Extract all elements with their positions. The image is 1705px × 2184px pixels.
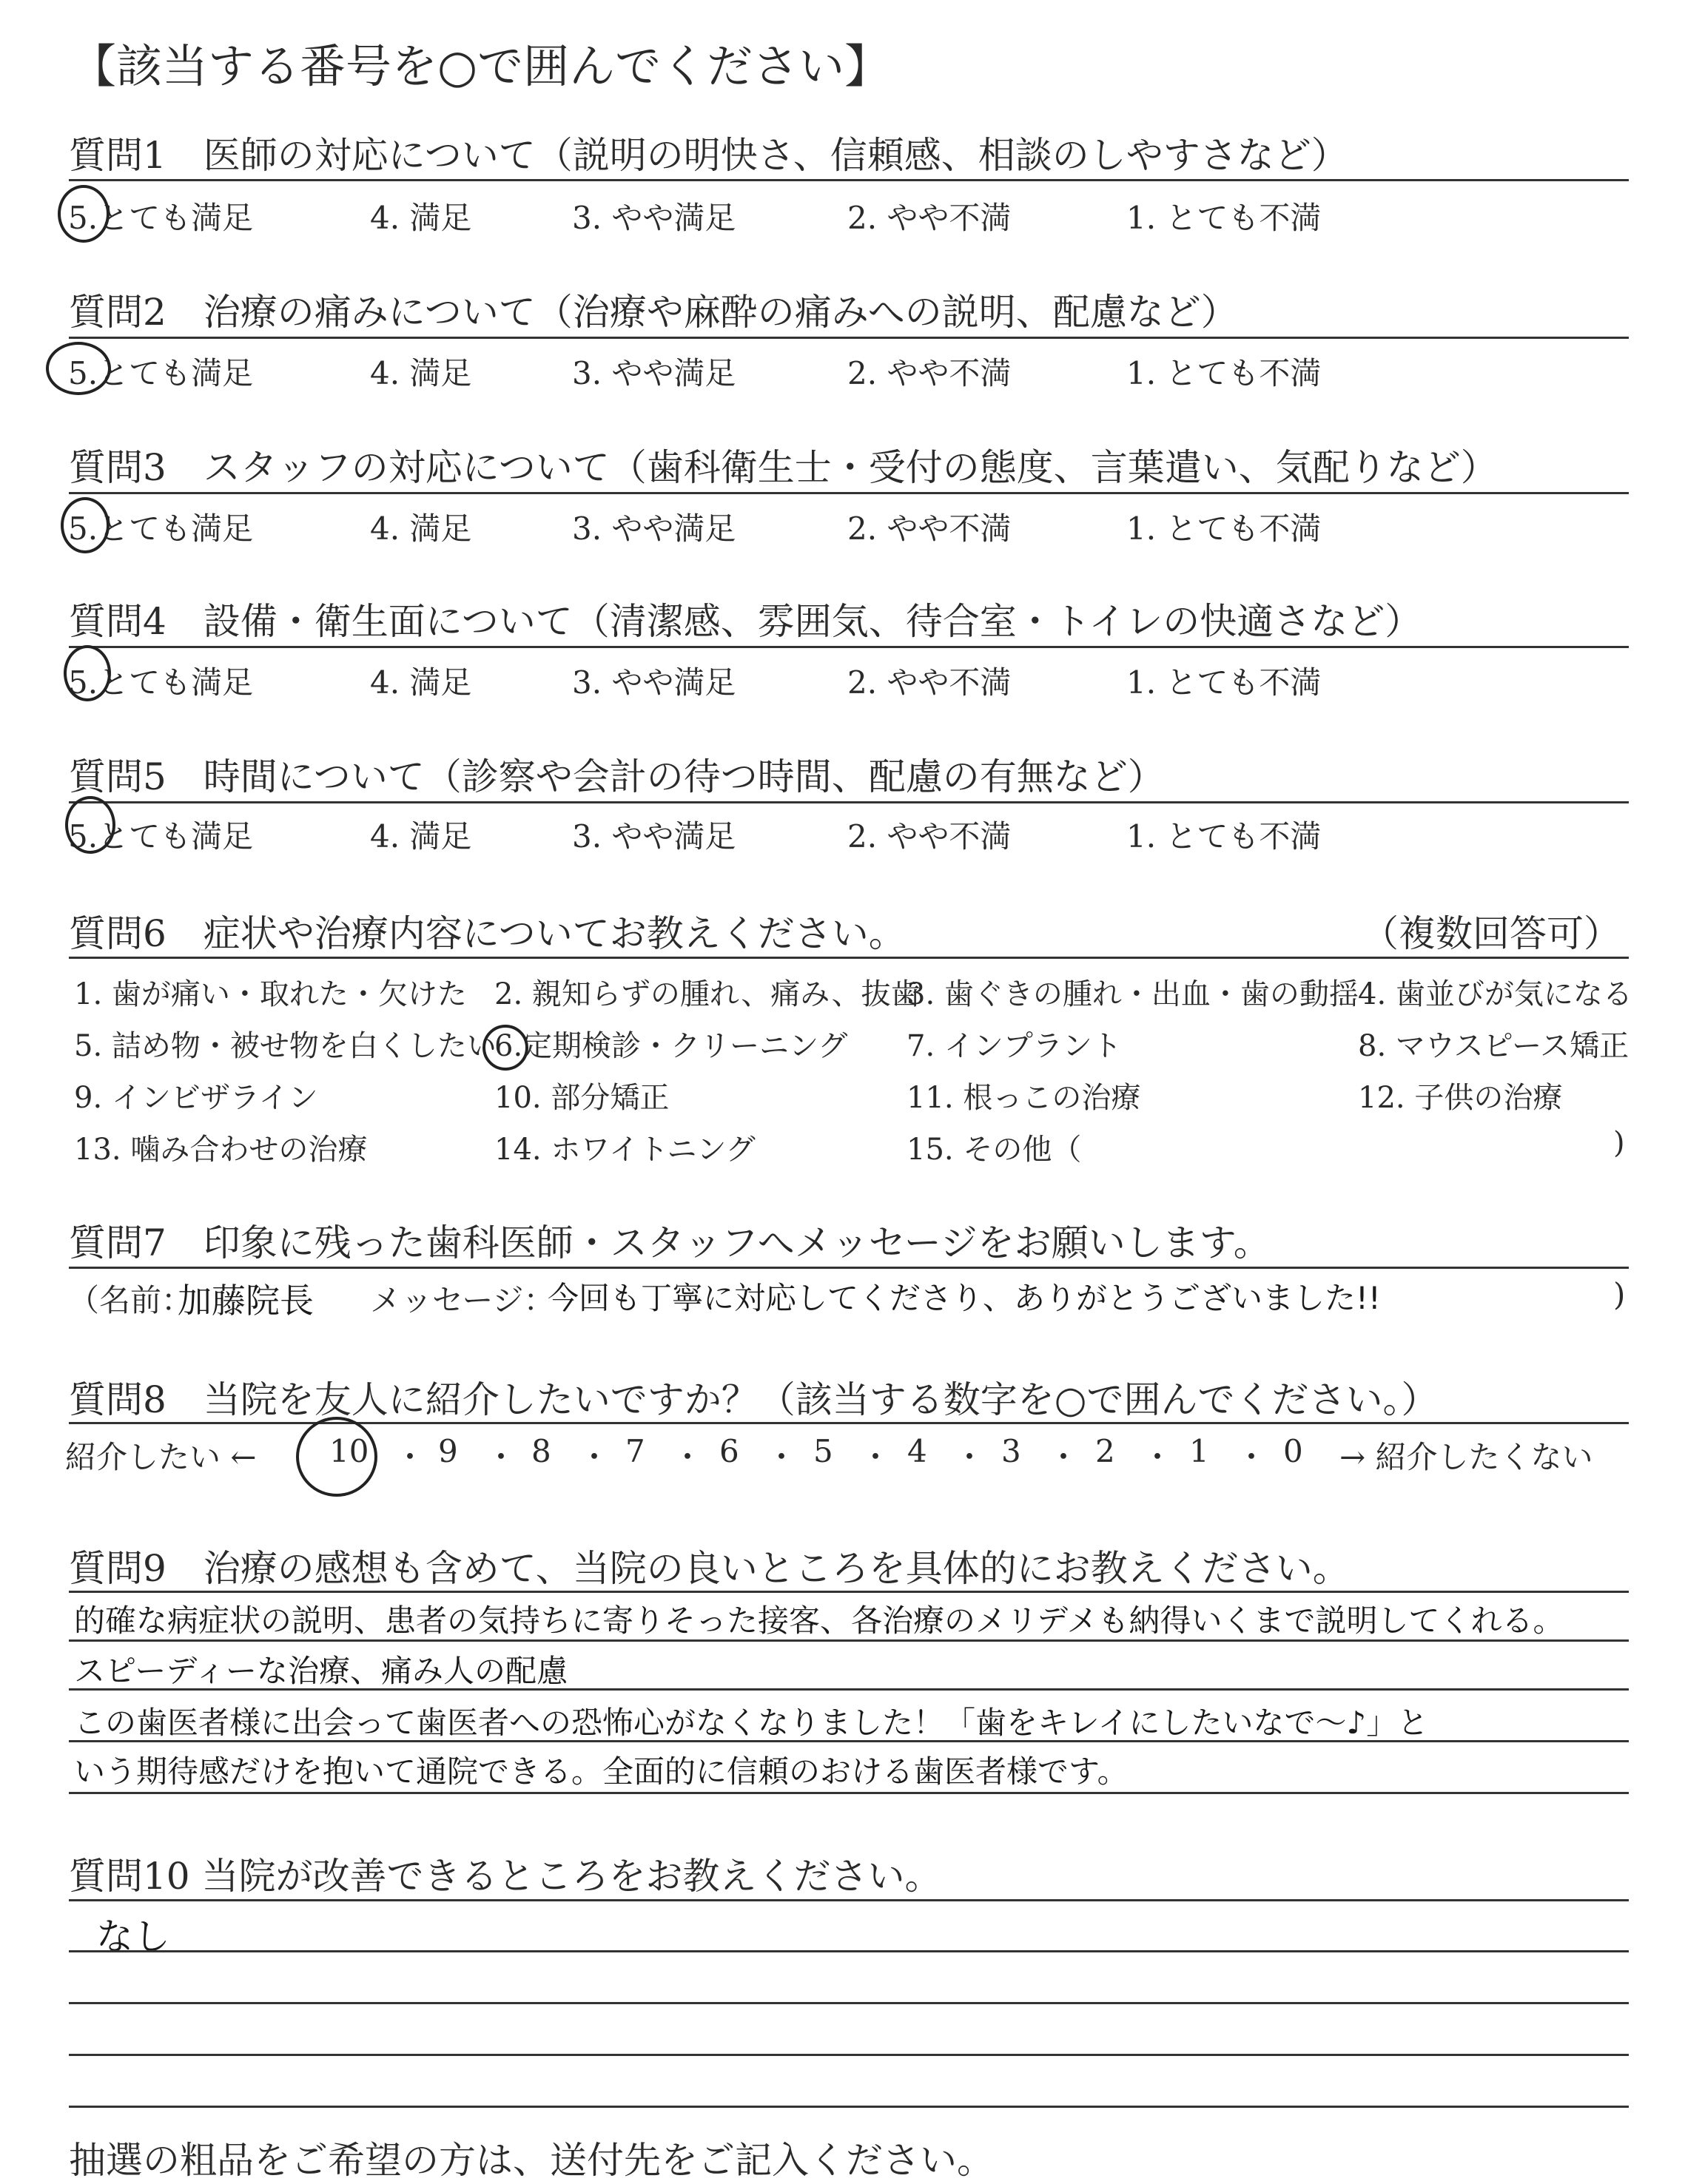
- q6-opt-7[interactable]: 7. インプラント: [907, 1029, 1122, 1063]
- q8-scale-8[interactable]: 8: [531, 1433, 551, 1469]
- q4-rule: [69, 646, 1629, 648]
- q4-opt-4[interactable]: 4. 満足: [370, 664, 472, 701]
- q4-title: 質問4 設備・衛生面について（清潔感、雰囲気、待合室・トイレの快適さなど）: [69, 600, 1422, 643]
- q5-opt-3[interactable]: 3. やや満足: [572, 818, 736, 855]
- q2-title: 質問2 治療の痛みについて（治療や麻酔の痛みへの説明、配慮など）: [69, 291, 1238, 334]
- q5-opt-4[interactable]: 4. 満足: [370, 818, 472, 855]
- q2-rule: [69, 337, 1629, 339]
- q5-rule: [69, 801, 1629, 803]
- q7-rule: [69, 1267, 1629, 1269]
- q8-bullet: ・: [485, 1439, 517, 1475]
- q6-note: （複数回答可）: [1362, 912, 1621, 955]
- q1-opt-1[interactable]: 1. とても不満: [1126, 200, 1322, 236]
- q9-rule-0: [69, 1591, 1629, 1593]
- q9-answer-line-4[interactable]: いう期待感だけを抱いて通院できる。全面的に信頼のおける歯医者様です。: [74, 1753, 1129, 1790]
- q8-bullet: ・: [1236, 1439, 1268, 1475]
- q6-rule: [69, 957, 1629, 959]
- q3-opt-5[interactable]: 5.とても満足: [68, 510, 254, 547]
- q7-close: ): [1613, 1276, 1626, 1312]
- q4-opt-2[interactable]: 2. やや不満: [847, 664, 1012, 701]
- q3-selection-circle: [61, 497, 110, 553]
- q7-title: 質問7 印象に残った歯科医師・スタッフへメッセージをお願いします。: [69, 1221, 1271, 1264]
- q3-opt-2[interactable]: 2. やや不満: [847, 510, 1012, 547]
- q9-title: 質問9 治療の感想も含めて、当院の良いところを具体的にお教えください。: [69, 1547, 1350, 1590]
- q4-opt-1[interactable]: 1. とても不満: [1126, 664, 1322, 701]
- q1-opt-3[interactable]: 3. やや満足: [572, 200, 736, 236]
- q1-rule: [69, 179, 1629, 181]
- q1-opt-5[interactable]: 5.とても満足: [68, 200, 254, 236]
- q6-opt-2[interactable]: 2. 親知らずの腫れ、痛み、抜歯: [494, 977, 921, 1011]
- q3-opt-1[interactable]: 1. とても不満: [1126, 510, 1322, 547]
- q8-scale-0[interactable]: 0: [1283, 1433, 1303, 1469]
- q6-opt-12[interactable]: 12. 子供の治療: [1358, 1081, 1563, 1115]
- q1-selection-circle: [58, 185, 110, 243]
- q2-opt-2[interactable]: 2. やや不満: [847, 355, 1012, 391]
- q6-opt-4[interactable]: 4. 歯並びが気になる: [1358, 977, 1632, 1011]
- q10-title: 質問10 当院が改善できるところをお教えください。: [69, 1855, 942, 1898]
- q9-answer-line-1[interactable]: 的確な病症状の説明、患者の気持ちに寄りそった接客、各治療のメリデメも納得いくまで説明してくれる。: [74, 1602, 1564, 1639]
- q1-title: 質問1 医師の対応について（説明の明快さ、信頼感、相談のしやすさなど）: [69, 134, 1348, 177]
- q9-answer-line-3[interactable]: この歯医者様に出会って歯医者への恐怖心がなくなりました！「歯をキレイにしたいなで～♪」と: [74, 1705, 1429, 1741]
- q8-bullet: ・: [394, 1439, 426, 1475]
- q9-answer-line-2[interactable]: スピーディーな治療、痛み人の配慮: [74, 1653, 568, 1689]
- q6-opt-15-close: ): [1613, 1126, 1625, 1160]
- q8-scale-1[interactable]: 1: [1189, 1433, 1209, 1469]
- form-header: 【該当する番号を○で囲んでください】: [70, 39, 891, 93]
- q6-opt-1[interactable]: 1. 歯が痛い・取れた・欠けた: [74, 977, 467, 1011]
- q8-scale-4[interactable]: 4: [907, 1433, 927, 1469]
- q8-bullet: ・: [1142, 1439, 1174, 1475]
- q6-selection-circle: [482, 1025, 528, 1071]
- q8-left-label: 紹介したい ←: [65, 1439, 257, 1475]
- q8-bullet: ・: [579, 1439, 611, 1475]
- q10-rule-4: [69, 2106, 1629, 2108]
- q10-rule-2: [69, 2002, 1629, 2004]
- q6-opt-5[interactable]: 5. 詰め物・被せ物を白くしたい: [74, 1029, 497, 1063]
- q6-opt-8[interactable]: 8. マウスピース矯正: [1358, 1029, 1630, 1063]
- q2-opt-5[interactable]: 5.とても満足: [68, 355, 254, 391]
- q8-title: 質問8 当院を友人に紹介したいですか？（該当する数字を○で囲んでください。）: [69, 1378, 1439, 1421]
- q4-opt-3[interactable]: 3. やや満足: [572, 664, 736, 701]
- q4-selection-circle: [64, 645, 111, 701]
- q5-opt-5[interactable]: 5.とても満足: [68, 818, 254, 855]
- q8-bullet: ・: [766, 1439, 798, 1475]
- q6-title: 質問6 症状や治療内容についてお教えください。: [69, 912, 906, 955]
- q10-rule-1: [69, 1950, 1629, 1952]
- q2-opt-4[interactable]: 4. 満足: [370, 355, 472, 391]
- q8-scale-9[interactable]: 9: [438, 1433, 458, 1469]
- q8-rule: [69, 1422, 1629, 1424]
- q3-opt-3[interactable]: 3. やや満足: [572, 510, 736, 547]
- q10-rule-0: [69, 1899, 1629, 1901]
- q1-opt-2[interactable]: 2. やや不満: [847, 200, 1012, 236]
- q9-rule-2: [69, 1688, 1629, 1691]
- q3-rule: [69, 492, 1629, 494]
- q9-rule-3: [69, 1740, 1629, 1742]
- q6-opt-3[interactable]: 3. 歯ぐきの腫れ・出血・歯の動揺: [907, 977, 1359, 1011]
- q7-message-value[interactable]: 今回も丁寧に対応してくださり、ありがとうございました!!: [548, 1280, 1381, 1316]
- q8-selection-circle: [296, 1417, 377, 1497]
- q7-message-label: メッセージ：: [370, 1282, 555, 1318]
- q10-answer[interactable]: なし: [96, 1915, 170, 1958]
- q5-title: 質問5 時間について（診察や会計の待つ時間、配慮の有無など）: [69, 755, 1165, 798]
- q8-bullet: ・: [1048, 1439, 1080, 1475]
- q3-title: 質問3 スタッフの対応について（歯科衛生士・受付の態度、言葉遣い、気配りなど）: [69, 446, 1498, 489]
- q3-opt-4[interactable]: 4. 満足: [370, 510, 472, 547]
- q6-opt-6[interactable]: 6.定期検診・クリーニング: [494, 1029, 848, 1063]
- q7-name-value[interactable]: 加藤院長: [178, 1281, 314, 1321]
- q7-name-label: （名前：: [68, 1282, 193, 1318]
- q8-bullet: ・: [672, 1439, 704, 1475]
- q8-bullet: ・: [860, 1439, 892, 1475]
- q4-opt-5[interactable]: 5.とても満足: [68, 664, 254, 701]
- q6-opt-10[interactable]: 10. 部分矯正: [494, 1081, 670, 1115]
- q10-rule-3: [69, 2054, 1629, 2056]
- q2-opt-1[interactable]: 1. とても不満: [1126, 355, 1322, 391]
- q5-opt-2[interactable]: 2. やや不満: [847, 818, 1012, 855]
- q6-opt-15[interactable]: 15. その他（: [907, 1133, 1082, 1167]
- q8-bullet: ・: [954, 1439, 986, 1475]
- q8-scale-2[interactable]: 2: [1095, 1433, 1115, 1469]
- q8-scale-7[interactable]: 7: [625, 1433, 645, 1469]
- q8-scale-10[interactable]: 10: [329, 1433, 369, 1469]
- q6-opt-14[interactable]: 14. ホワイトニング: [494, 1133, 756, 1167]
- q8-right-label: → 紹介したくない: [1339, 1439, 1593, 1475]
- q6-opt-13[interactable]: 13. 噛み合わせの治療: [74, 1133, 368, 1167]
- q6-opt-9[interactable]: 9. インビザライン: [74, 1081, 318, 1115]
- q2-selection-circle: [46, 342, 111, 395]
- q5-opt-1[interactable]: 1. とても不満: [1126, 818, 1322, 855]
- q9-rule-1: [69, 1639, 1629, 1642]
- q2-opt-3[interactable]: 3. やや満足: [572, 355, 736, 391]
- q1-opt-4[interactable]: 4. 満足: [370, 200, 472, 236]
- q9-rule-4: [69, 1792, 1629, 1794]
- q8-scale-3[interactable]: 3: [1001, 1433, 1021, 1469]
- q8-scale-6[interactable]: 6: [719, 1433, 739, 1469]
- footer-partial: 抽選の粗品をご希望の方は、送付先をご記入ください。: [69, 2139, 994, 2182]
- q8-scale-5[interactable]: 5: [813, 1433, 833, 1469]
- q5-selection-circle: [65, 796, 115, 854]
- q6-opt-11[interactable]: 11. 根っこの治療: [907, 1081, 1141, 1115]
